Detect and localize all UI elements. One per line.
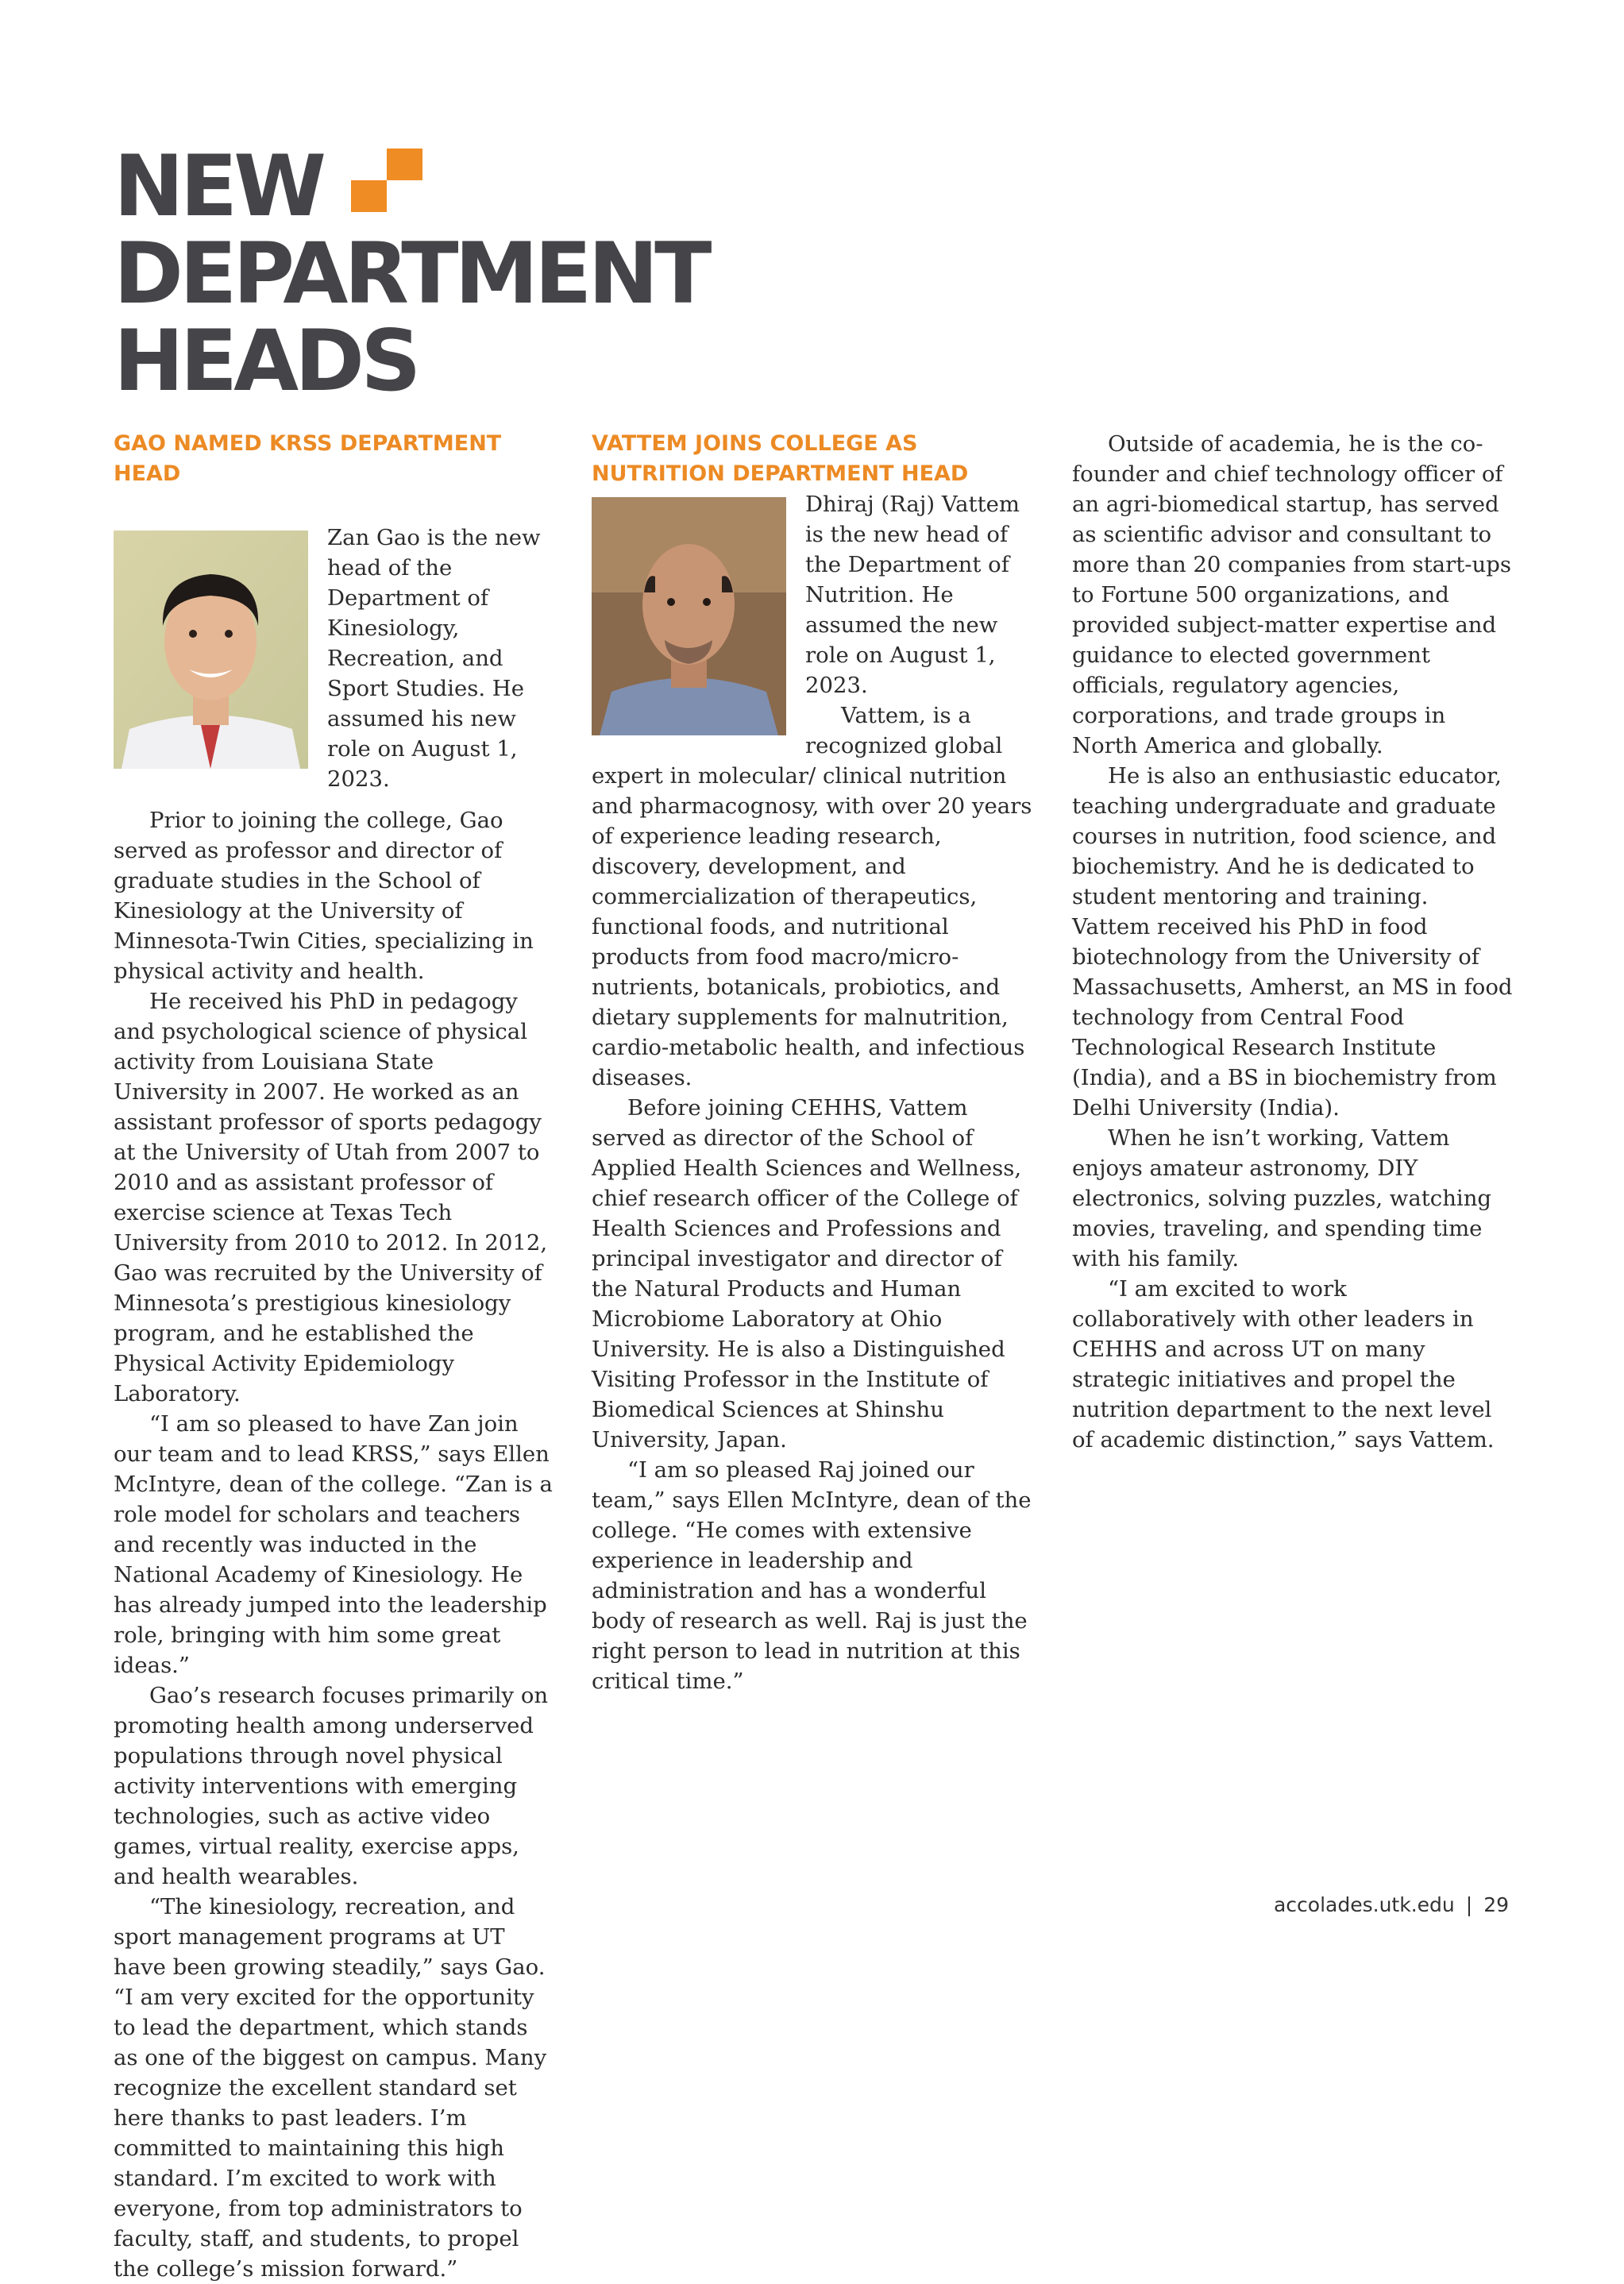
gao-paragraph: “The kinesiology, recreation, and sport management programs at UT have been growing steadily,” says Gao. “I am very excited for the opportunity to lead the department, which stands as one of the biggest on campus. Many recognize the excellent standard set here thanks to past leaders. I’m committed to maintaining this high standard. I’m excited to work with everyone, from top administrators to faculty, staff, and students, to propel the college’s mission forward.” [114, 1894, 547, 2282]
vattem-paragraph: When he isn’t working, Vattem enjoys amateur astronomy, DIY electronics, solving puzzles, watching movies, traveling, and spending time with his family. [1072, 1125, 1492, 1271]
gao-intro: Zan Gao is the new head of the Department of Kinesiology, Recreation, and Sport Studies. He assumed his new role on August 1, 2023. [327, 525, 541, 792]
page-footer [1274, 1893, 1509, 1916]
column-1 [114, 429, 554, 2284]
page-number: 29 [1483, 1893, 1509, 1916]
vattem-paragraph: Vattem, is a recognized global expert in molecular/ clinical nutrition and pharmacognosy, with over 20 years of experience leading research, discovery, development, and commercialization of therapeutics, functional foods, and nutritional products from food macro/micro-nutrients, botanicals, probiotics, and dietary supplements for malnutrition, cardio-metabolic health, and infectious diseases. [592, 703, 1032, 1090]
title-line: HEADS [114, 312, 418, 410]
column-2 [592, 429, 1032, 1696]
gao-paragraph: Gao’s research focuses primarily on promoting health among underserved populations through novel physical activity interventions with emerging technologies, such as active video games, virtual reality, exercise apps, and health wearables. [114, 1683, 549, 1889]
gao-paragraph: Prior to joining the college, Gao served as professor and director of graduate studies in the School of Kinesiology at the University of Minnesota-Twin Cities, specializing in physical activity and health. [114, 808, 534, 984]
footer-separator: | [1465, 1893, 1473, 1916]
site-url[interactable]: accolades.utk.edu [1273, 1893, 1455, 1916]
vattem-intro: Dhiraj (Raj) Vattem is the new head of the Department of Nutrition. He assumed the new role on August 1, 2023. [805, 492, 1020, 698]
gao-portrait [114, 530, 308, 769]
column-3 [1072, 429, 1513, 1455]
gao-paragraph: He received his PhD in pedagogy and psychological science of physical activity from Louisiana State University in 2007. He worked as an assistant professor of sports pedagogy at the University of Utah from 2007 to 2010 and as assistant professor of exercise science at Texas Tech University from 2010 to 2012. In 2012, Gao was recruited by the University of Minnesota’s prestigious kinesiology program, and he established the Physical Activity Epidemiology Laboratory. [114, 989, 548, 1406]
gao-heading: GAO NAMED KRSS DEPARTMENT HEAD [114, 431, 502, 486]
vattem-paragraph: Before joining CEHHS, Vattem served as director of the School of Applied Health Sciences and Wellness, chief research officer of the College of Health Sciences and Professions and principal investigator and director of the Natural Products and Human Microbiome Laboratory at Ohio University. He is also a Distinguished Visiting Professor in the Institute of Biomedical Sciences at Shinshu University, Japan. [592, 1095, 1022, 1453]
title-line: NEW [114, 137, 323, 235]
title-line: DEPARTMENT [114, 225, 708, 322]
gao-paragraph: “I am so pleased to have Zan join our team and to lead KRSS,” says Ellen McIntyre, dean of the college. “Zan is a role model for scholars and teachers and recently was inducted in the National Academy of Kinesiology. He has already jumped into the leadership role, bringing with him some great ideas.” [114, 1411, 553, 1678]
vattem-portrait [592, 497, 786, 735]
orange-blocks-logo [351, 149, 422, 212]
vattem-paragraph: “I am excited to work collaboratively with other leaders in CEHHS and across UT on many strategic initiatives and propel the nutrition department to the next level of academic distinction,” says Vattem. [1072, 1276, 1495, 1453]
vattem-paragraph: Outside of academia, he is the co-founder and chief technology officer of an agri-biomedical startup, has served as scientific advisor and consultant to more than 20 companies from start-ups to Fortune 500 organizations, and provided subject-matter expertise and guidance to elected government officials, regulatory agencies, corporations, and trade groups in North America and globally. [1072, 431, 1511, 758]
vattem-heading: VATTEM JOINS COLLEGE AS NUTRITION DEPARTMENT HEAD [592, 431, 969, 486]
vattem-paragraph: “I am so pleased Raj joined our team,” says Ellen McIntyre, dean of the college. “He comes with extensive experience in leadership and administration and has a wonderful body of research as well. Raj is just the right person to lead in nutrition at this critical time.” [592, 1457, 1032, 1694]
vattem-paragraph: He is also an enthusiastic educator, teaching undergraduate and graduate courses in nutrition, food science, and biochemistry. And he is dedicated to student mentoring and training. Vattem received his PhD in food biotechnology from the University of Massachusetts, Amherst, an MS in food technology from Central Food Technological Research Institute (India), and a BS in biochemistry from Delhi University (India). [1072, 763, 1513, 1121]
